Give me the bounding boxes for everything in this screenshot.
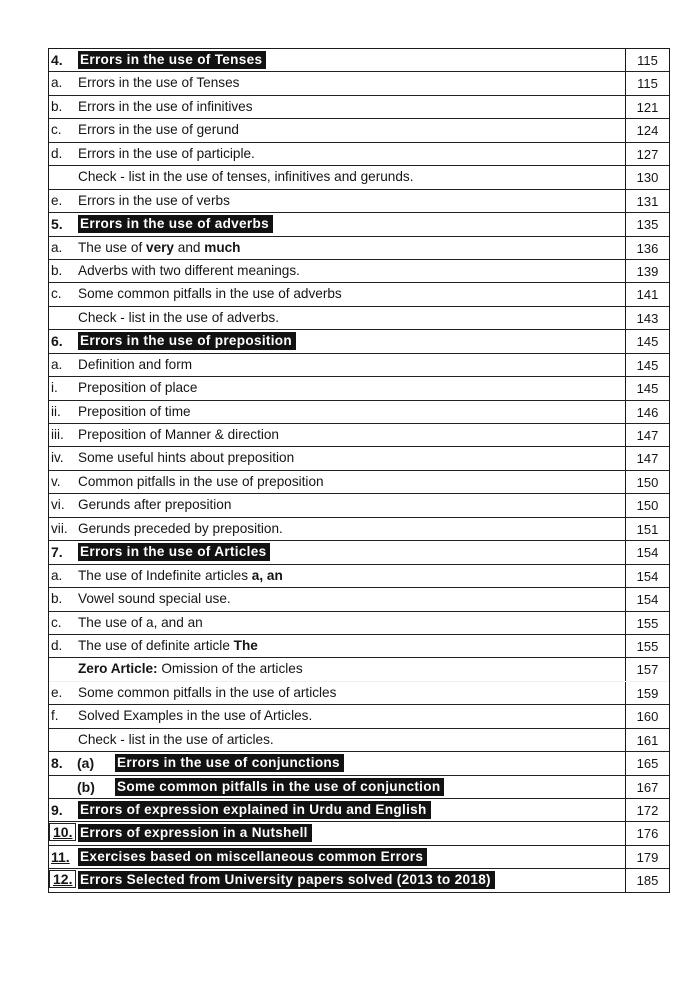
section-heading-highlight: Errors in the use of Articles	[78, 543, 270, 561]
toc-number: e.	[51, 192, 63, 208]
toc-number: 12.	[49, 870, 76, 888]
toc-page-number: 157	[625, 658, 669, 680]
toc-row	[49, 354, 669, 377]
toc-page-number: 131	[625, 190, 669, 212]
toc-title-rest: Omission of the articles	[157, 661, 303, 677]
toc-page-number: 139	[625, 260, 669, 282]
toc-title-text: and	[174, 239, 205, 255]
toc-row	[49, 377, 669, 400]
toc-title: Gerunds after preposition	[78, 497, 232, 513]
toc-title-text: The use of Indefinite articles	[78, 567, 252, 583]
toc-row	[49, 166, 669, 189]
toc-row	[49, 447, 669, 470]
toc-title: Check - list in the use of tenses, infinitives and gerunds.	[78, 169, 414, 185]
section-heading-highlight: Some common pitfalls in the use of conjunction	[115, 778, 444, 796]
toc-page-number: 115	[625, 49, 669, 71]
toc-subpart-label: (b)	[77, 778, 95, 795]
toc-title	[78, 544, 270, 559]
toc-number: vii.	[51, 520, 68, 536]
toc-page-number: 130	[625, 166, 669, 188]
toc-row	[49, 471, 669, 494]
toc-title	[78, 872, 495, 887]
section-heading-highlight: Exercises based on miscellaneous common Errors	[78, 848, 427, 866]
toc-row	[49, 776, 669, 799]
toc-number: b.	[51, 98, 63, 114]
toc-number: d.	[51, 637, 63, 653]
toc-page-number: 145	[625, 330, 669, 352]
toc-number: a.	[51, 75, 63, 91]
toc-title: Preposition of time	[78, 403, 191, 419]
toc-row	[49, 96, 669, 119]
toc-row	[49, 799, 669, 822]
toc-page-number: 151	[625, 518, 669, 540]
toc-title	[78, 240, 241, 255]
toc-row	[49, 283, 669, 306]
toc-page-number: 179	[625, 846, 669, 868]
toc-row	[49, 565, 669, 588]
toc-title	[78, 825, 312, 840]
toc-row	[49, 72, 669, 95]
toc-page-number: 172	[625, 799, 669, 821]
toc-page-number: 185	[625, 869, 669, 891]
toc-page-number: 167	[625, 776, 669, 798]
toc-page-number: 124	[625, 119, 669, 141]
toc-number: b.	[51, 591, 63, 607]
toc-page-number: 135	[625, 213, 669, 235]
toc-page-number: 145	[625, 354, 669, 376]
toc-page-number: 141	[625, 283, 669, 305]
toc-title-bold: much	[204, 239, 241, 255]
toc-title	[78, 333, 296, 348]
toc-page-number: 154	[625, 588, 669, 610]
toc-number: a.	[51, 567, 63, 583]
toc-page-number: 155	[625, 635, 669, 657]
toc-subpart-label: (a)	[77, 755, 95, 772]
toc-page-number: 165	[625, 752, 669, 774]
toc-page-number: 147	[625, 447, 669, 469]
toc-page-number: 176	[625, 822, 669, 844]
toc-title: Errors in the use of gerund	[78, 122, 239, 138]
toc-page-number: 154	[625, 565, 669, 587]
toc-row	[49, 588, 669, 611]
toc-number: c.	[51, 122, 62, 138]
toc-row	[49, 846, 669, 869]
toc-page-number: 143	[625, 307, 669, 329]
toc-number: i.	[51, 380, 58, 396]
toc-title	[78, 568, 283, 583]
toc-title: Definition and form	[78, 356, 193, 372]
toc-page-number: 145	[625, 377, 669, 399]
toc-page-number: 161	[625, 729, 669, 751]
toc-title: Common pitfalls in the use of preposition	[78, 473, 324, 489]
toc-number: 8.	[51, 755, 63, 772]
toc-number: b.	[51, 262, 63, 278]
toc-number: 11.	[51, 848, 70, 865]
toc-row	[49, 190, 669, 213]
toc-title-bold: a, an	[251, 567, 283, 583]
toc-row	[49, 143, 669, 166]
toc-row	[49, 541, 669, 564]
toc-row	[49, 213, 669, 236]
toc-row	[49, 260, 669, 283]
toc-title: Errors in the use of participle.	[78, 145, 255, 161]
toc-page-number: 154	[625, 541, 669, 563]
toc-number: 7.	[51, 544, 63, 561]
toc-page-number: 150	[625, 471, 669, 493]
toc-title: Errors in the use of Tenses	[78, 75, 240, 91]
toc-page-number: 136	[625, 237, 669, 259]
toc-page-number: 115	[625, 72, 669, 94]
section-heading-highlight: Errors in the use of conjunctions	[115, 754, 344, 772]
toc-page-number: 121	[625, 96, 669, 118]
toc-row	[49, 307, 669, 330]
toc-title: Adverbs with two different meanings.	[78, 262, 300, 278]
toc-title: Vowel sound special use.	[78, 591, 231, 607]
toc-title-text: The use of	[78, 239, 147, 255]
toc-row	[49, 729, 669, 752]
toc-page-number: 159	[625, 682, 669, 704]
toc-number: v.	[51, 473, 61, 489]
table-of-contents	[48, 48, 670, 893]
toc-number: 10.	[49, 823, 76, 841]
toc-row	[49, 49, 669, 72]
toc-title: Check - list in the use of adverbs.	[78, 309, 279, 325]
toc-row	[49, 330, 669, 353]
toc-title: Preposition of Manner & direction	[78, 427, 279, 442]
toc-title: Solved Examples in the use of Articles.	[78, 708, 313, 724]
toc-title	[78, 216, 273, 231]
toc-title	[78, 802, 431, 817]
toc-row	[49, 494, 669, 517]
toc-number: 6.	[51, 333, 63, 350]
toc-row	[49, 635, 669, 658]
toc-page-number: 150	[625, 494, 669, 516]
toc-number: f.	[51, 708, 59, 724]
toc-title-text: The use of definite article	[78, 637, 234, 653]
toc-title	[115, 779, 444, 794]
toc-title	[78, 52, 266, 67]
toc-title: Gerunds preceded by preposition.	[78, 520, 283, 536]
section-heading-highlight: Errors in the use of preposition	[78, 332, 296, 350]
toc-number: a.	[51, 356, 63, 372]
toc-title	[78, 638, 258, 653]
toc-number: e.	[51, 684, 63, 700]
toc-title: Some common pitfalls in the use of articles	[78, 684, 337, 700]
toc-title	[115, 755, 344, 770]
toc-title: Preposition of place	[78, 380, 198, 396]
toc-number: 4.	[51, 52, 63, 68]
toc-number: iv.	[51, 450, 64, 466]
toc-row	[49, 752, 669, 775]
toc-row	[49, 424, 669, 447]
toc-row	[49, 612, 669, 635]
toc-number: c.	[51, 614, 62, 630]
toc-number: d.	[51, 145, 63, 161]
toc-page-number: 127	[625, 143, 669, 165]
toc-title-bold: The	[233, 637, 258, 653]
section-heading-highlight: Errors of expression in a Nutshell	[78, 824, 312, 842]
toc-row	[49, 518, 669, 541]
toc-title: Check - list in the use of articles.	[78, 731, 274, 747]
section-heading-highlight: Errors Selected from University papers solved (2013 to 2018)	[78, 871, 495, 889]
toc-row	[49, 869, 669, 892]
toc-number: ii.	[51, 403, 61, 419]
toc-number: 5.	[51, 216, 63, 233]
toc-row	[49, 658, 669, 681]
toc-page-number: 147	[625, 424, 669, 446]
toc-page-number: 160	[625, 705, 669, 727]
toc-number: c.	[51, 286, 62, 302]
toc-row	[49, 119, 669, 142]
toc-row	[49, 682, 669, 705]
toc-title: Errors in the use of verbs	[78, 192, 230, 208]
section-heading-highlight: Errors in the use of adverbs	[78, 215, 273, 233]
toc-title: Some useful hints about preposition	[78, 450, 295, 466]
toc-title	[78, 661, 303, 676]
toc-title-bold: very	[146, 239, 174, 255]
section-heading-highlight: Errors of expression explained in Urdu and English	[78, 801, 431, 819]
toc-number: vi.	[51, 497, 65, 513]
toc-number: 9.	[51, 802, 63, 818]
toc-page-number: 146	[625, 401, 669, 423]
section-heading-highlight: Errors in the use of Tenses	[78, 51, 266, 69]
toc-number: iii.	[51, 427, 64, 442]
toc-row	[49, 705, 669, 728]
toc-row	[49, 822, 669, 845]
toc-page-number: 155	[625, 612, 669, 634]
toc-title: The use of a, and an	[78, 614, 203, 630]
toc-title: Errors in the use of infinitives	[78, 98, 253, 114]
toc-row	[49, 237, 669, 260]
toc-title: Some common pitfalls in the use of adverbs	[78, 286, 342, 302]
toc-title	[78, 849, 427, 864]
toc-title-bold: Zero Article:	[78, 661, 158, 677]
toc-number: a.	[51, 239, 63, 255]
toc-row	[49, 401, 669, 424]
